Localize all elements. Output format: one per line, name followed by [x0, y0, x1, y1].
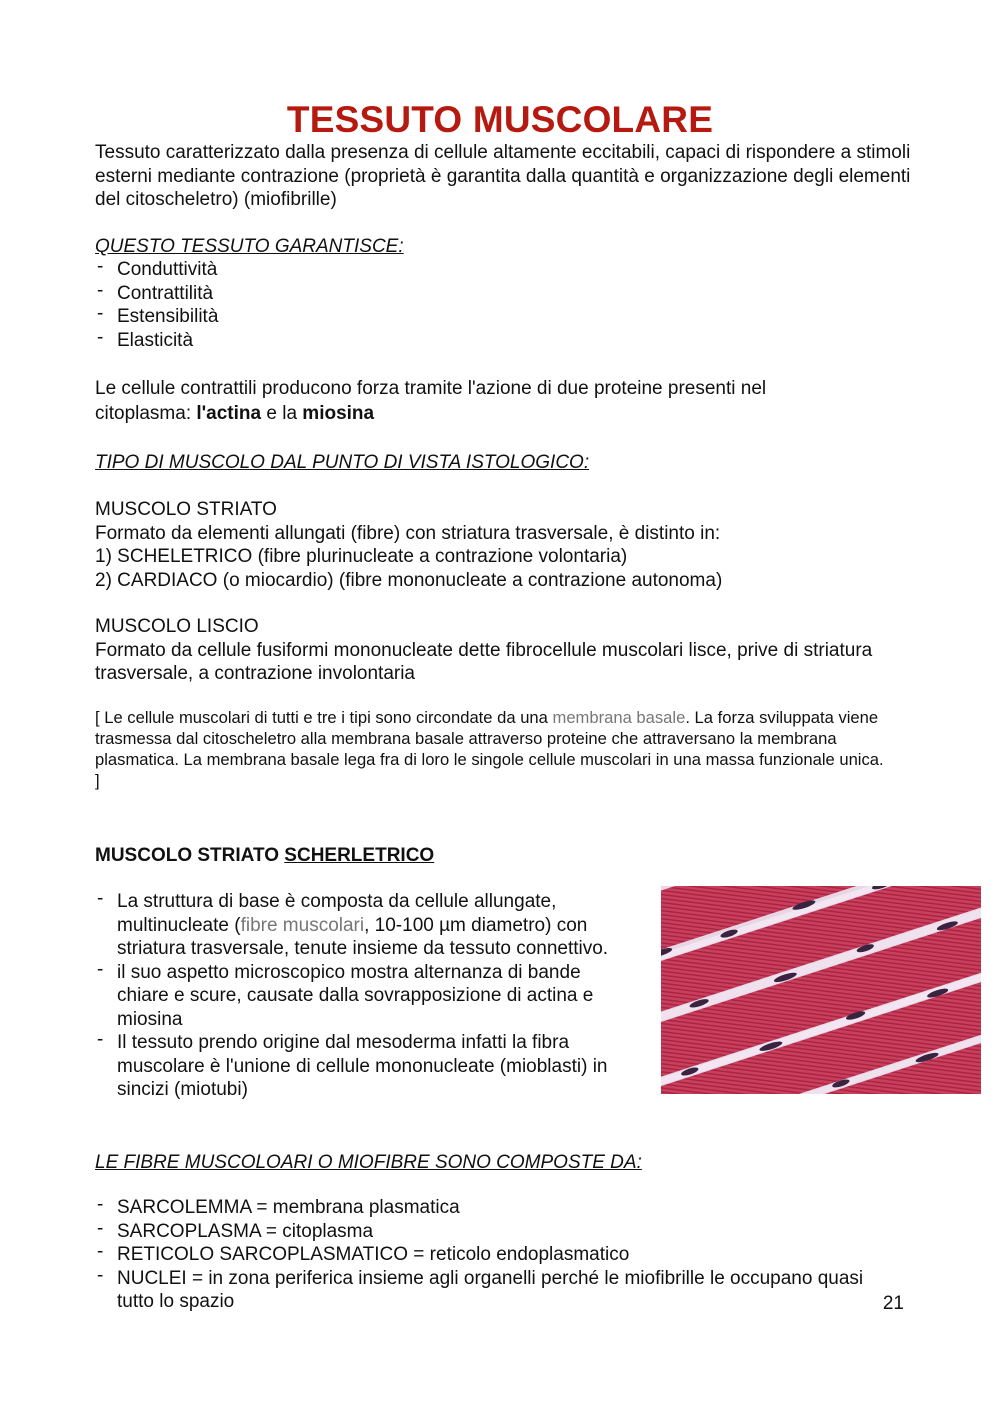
note-paragraph [95, 707, 885, 791]
list-item: - il suo aspetto microscopico mostra alternanza di bande chiare e scure, causate dalla sovrapposizione di actina e miosina [95, 961, 630, 1032]
striated-line: Formato da elementi allungati (fibre) con striatura trasversale, è distinto in: [95, 522, 721, 544]
proteins-text: Le cellule contrattili producono forza tramite l'azione di due proteine presenti nel citoplasma: [95, 378, 767, 424]
skeletal-heading-prefix: MUSCOLO STRIATO [95, 845, 285, 866]
skeletal-heading-underlined: SCHERLETRICO [284, 845, 435, 866]
proteins-and: e la [261, 403, 303, 424]
list-item: - SARCOPLASMA = citoplasma [95, 1220, 875, 1244]
micrograph-image [661, 886, 981, 1094]
list-item: - Il tessuto prendo origine dal mesoderma infatti la fibra muscolare è l'unione di cellule mononucleate (mioblasti) in sincizi (miotubi) [95, 1031, 630, 1102]
list-item-text: La struttura di base è composta da cellule allungate, multinucleate ( [117, 891, 557, 936]
fibers-term: fibre muscolari [240, 914, 365, 936]
myosin-term: miosina [302, 403, 375, 424]
muscle-micrograph [661, 886, 981, 1094]
smooth-section [95, 615, 875, 686]
list-item: - Contrattilità [95, 282, 915, 306]
membrane-term: membrana basale [552, 708, 686, 727]
list-item [95, 890, 630, 961]
note-text: . La forza sviluppata viene trasmessa dal citoscheletro alla membrana basale attraverso proteine che attraversano la membrana plasmatica. La membrana basale lega fra di loro le singole cellule muscolari in una massa funzionale unica. ] [95, 708, 884, 790]
guarantees-heading: QUESTO TESSUTO GARANTISCE: [95, 236, 404, 257]
skeletal-list [95, 890, 630, 1102]
list-item: - Estensibilità [95, 305, 915, 329]
smooth-title: MUSCOLO LISCIO [95, 616, 259, 637]
note-text: [ Le cellule muscolari di tutti e tre i tipi sono circondate da una [95, 708, 553, 727]
striated-title: MUSCOLO STRIATO [95, 499, 277, 520]
list-item: - NUCLEI = in zona periferica insieme agli organelli perché le miofibrille le occupano quasi tutto lo spazio [95, 1267, 875, 1314]
striated-line: 2) CARDIACO (o miocardio) (fibre mononucleate a contrazione autonoma) [95, 569, 723, 591]
proteins-paragraph [95, 376, 835, 426]
types-heading: TIPO DI MUSCOLO DAL PUNTO DI VISTA ISTOLOGICO: [95, 452, 590, 473]
fibers-list [95, 1196, 875, 1314]
intro-paragraph: Tessuto caratterizzato dalla presenza di cellule altamente eccitabili, capaci di rispondere a stimoli esterni mediante contrazione (proprietà è garantita dalla quantità e organizzazione degli elementi del citoscheletro) (miofibrille) [95, 142, 911, 210]
list-item: - RETICOLO SARCOPLASMATICO = reticolo endoplasmatico [95, 1243, 875, 1267]
striated-line: 1) SCHELETRICO (fibre plurinucleate a contrazione volontaria) [95, 546, 628, 567]
list-item-text: , 10-100 µm diametro) con striatura trasversale, tenute insieme da tessuto connettivo. [117, 914, 609, 959]
skeletal-heading [95, 844, 925, 868]
fibers-heading: LE FIBRE MUSCOLOARI O MIOFIBRE SONO COMPOSTE DA: [95, 1152, 642, 1173]
smooth-text: Formato da cellule fusiformi mononucleate dette fibrocellule muscolari lisce, prive di striatura trasversale, a contrazione involontaria [95, 639, 873, 684]
striated-section [95, 498, 925, 592]
list-item: - SARCOLEMMA = membrana plasmatica [95, 1196, 875, 1220]
list-item: - Elasticità [95, 329, 915, 353]
actin-term: l'actina [196, 403, 262, 424]
list-item: - Conduttività [95, 258, 915, 282]
page-title: TESSUTO MUSCOLARE [286, 99, 714, 140]
page-number: 21 [882, 1293, 904, 1314]
guarantees-list [95, 258, 915, 352]
